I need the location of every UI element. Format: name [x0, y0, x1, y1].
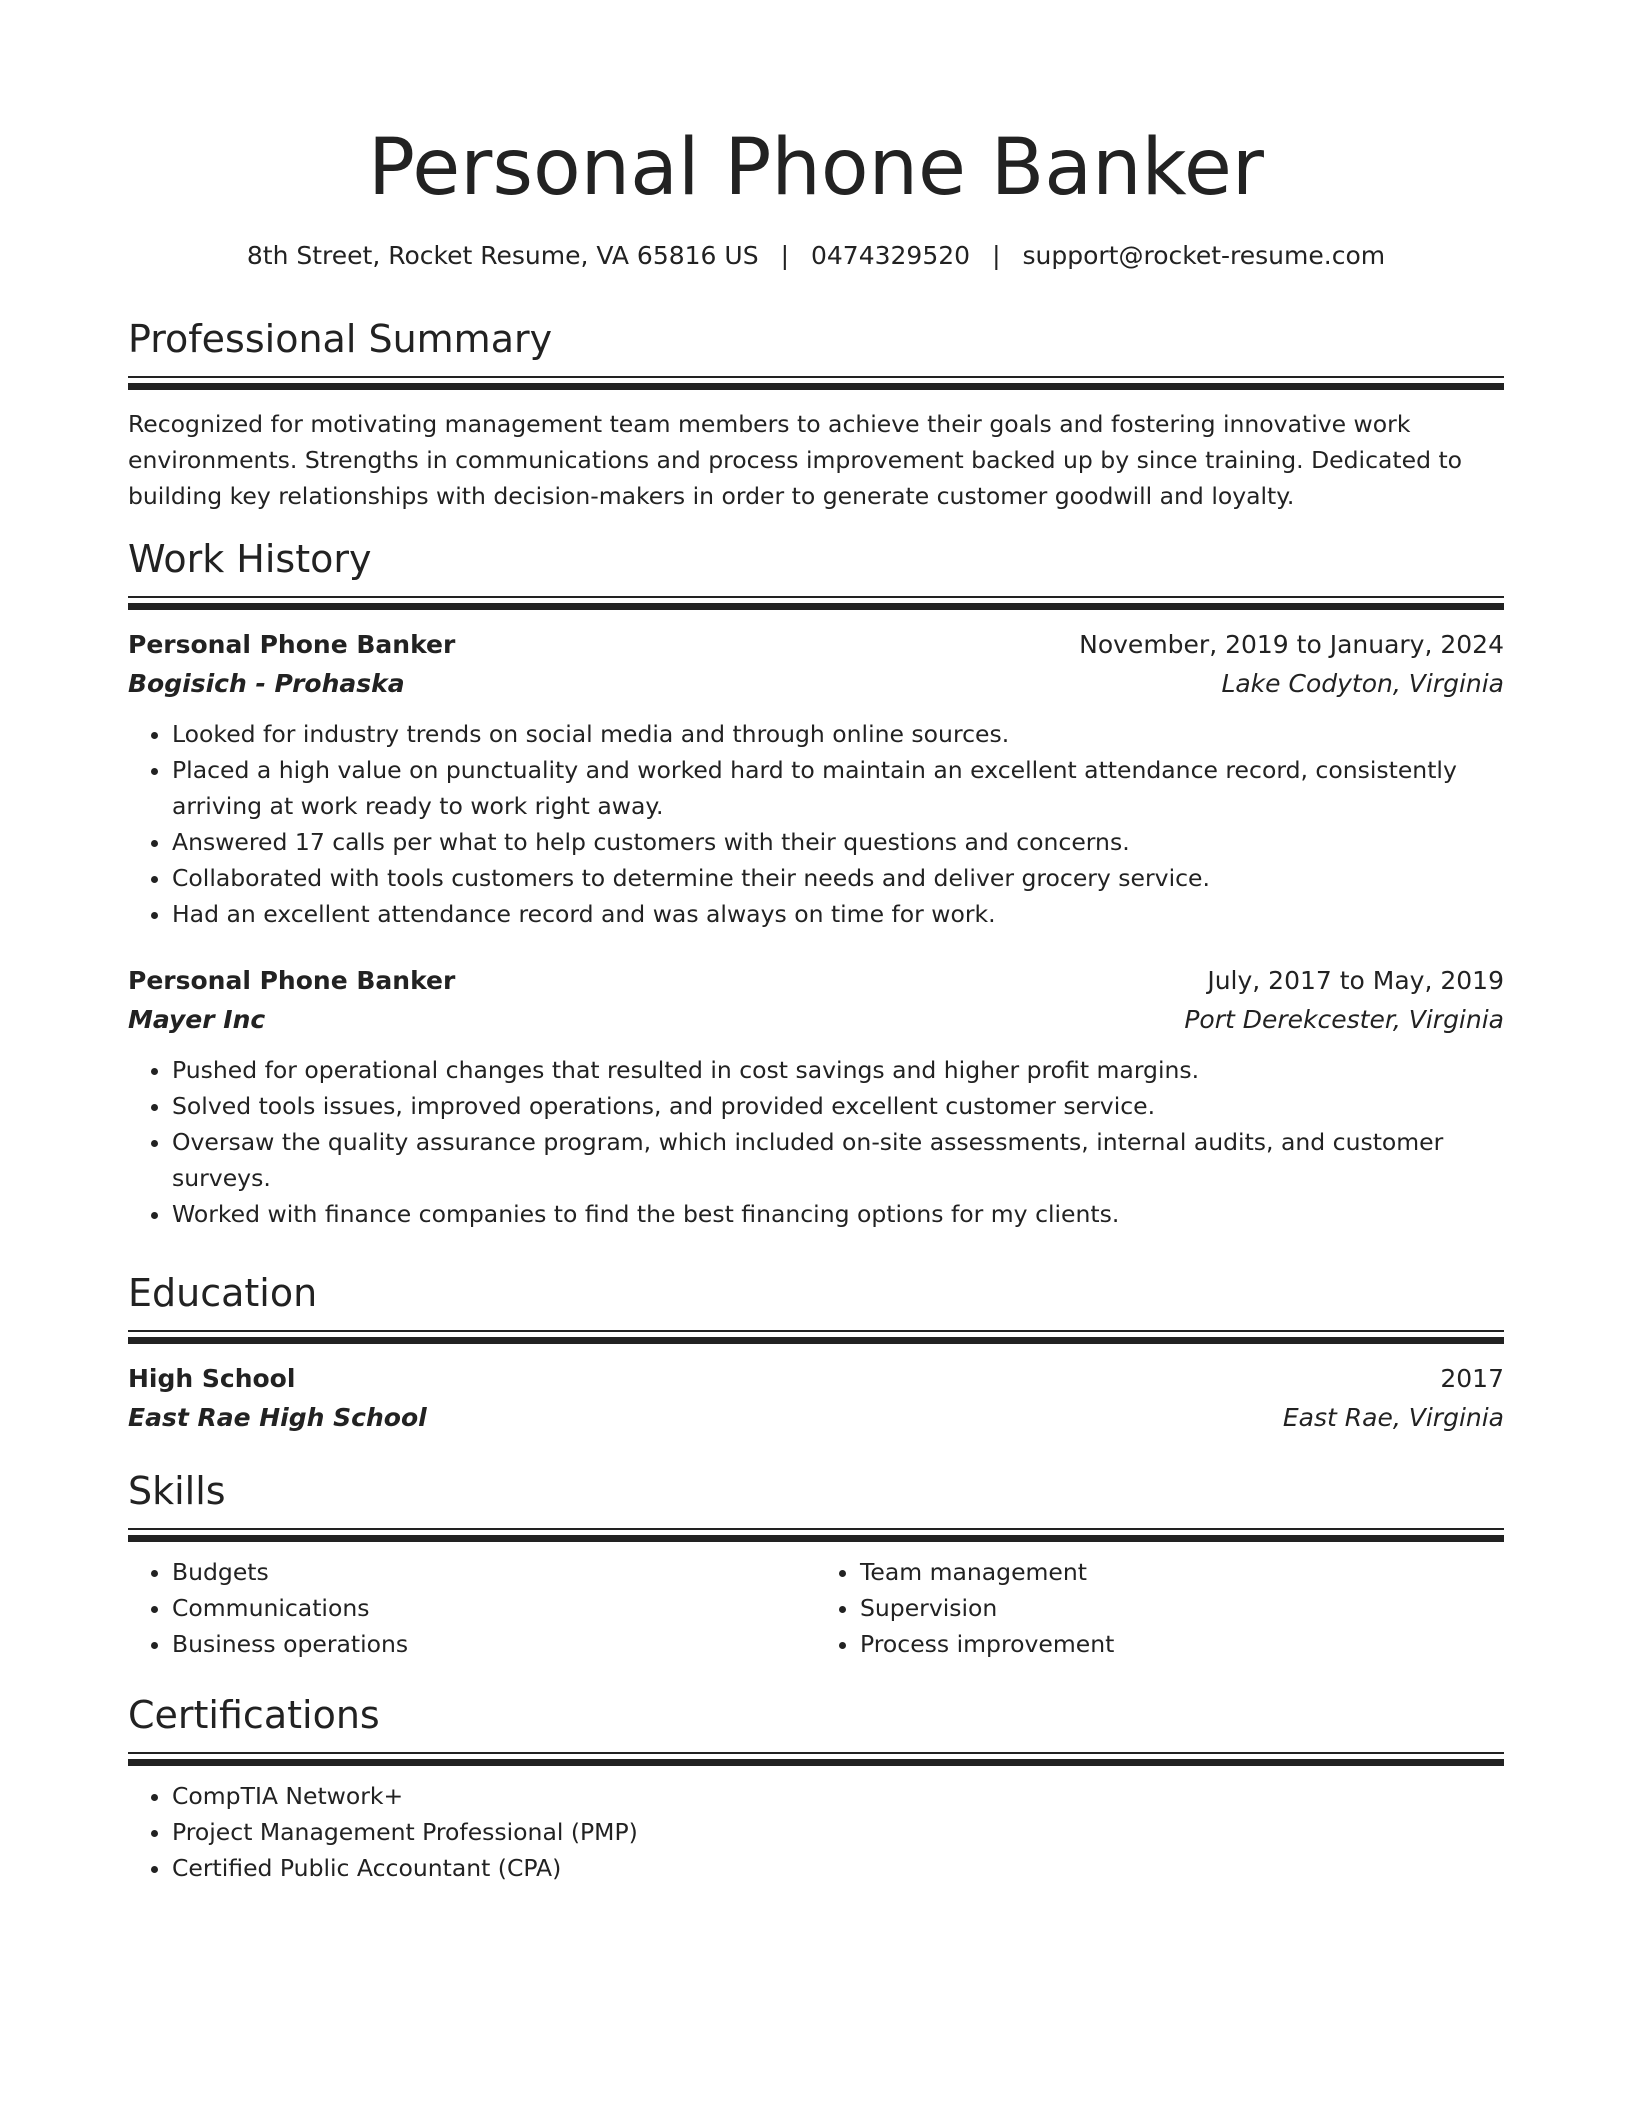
education-subheader: [128, 1398, 1504, 1438]
resume-name: Personal Phone Banker: [368, 123, 1264, 213]
skills-section: [128, 1466, 1504, 1662]
education-header: [128, 1360, 1504, 1398]
section-title-work-history: Work History: [128, 537, 372, 581]
list-item: • Had an excellent attendance record and was always on time for work.: [172, 896, 1504, 932]
list-item: • Business operations: [172, 1626, 816, 1662]
job-company: Mayer Inc: [128, 1005, 266, 1034]
job-title: Personal Phone Banker: [128, 630, 456, 659]
section-divider: [128, 1330, 1504, 1344]
skills-list-right: [816, 1554, 1504, 1662]
job-company: Bogisich - Prohaska: [128, 669, 405, 698]
certifications-list: [128, 1778, 1504, 1886]
job-header: [128, 626, 1504, 664]
education-location: East Rae, Virginia: [1282, 1403, 1504, 1432]
contact-line: [128, 236, 1504, 276]
job-bullets: [128, 716, 1504, 932]
job-subheader: [128, 664, 1504, 704]
job-bullets: [128, 1052, 1504, 1232]
list-item: • Placed a high value on punctuality and worked hard to maintain an excellent attendance record, consistently arriving at work ready to work right away.: [172, 752, 1504, 824]
section-title-skills: Skills: [128, 1469, 226, 1513]
contact-separator: |: [992, 241, 1001, 270]
section-divider: [128, 376, 1504, 390]
section-title-certifications: Certifications: [128, 1693, 380, 1737]
summary-text: Recognized for motivating management team members to achieve their goals and fostering innovative work environments. Strengths in communications and process improvement backed up by since training. Dedicated to building key relationships with decision-makers in order to generate customer goodwill and loyalty.: [128, 410, 1463, 510]
education-degree: High School: [128, 1364, 296, 1393]
job-header: [128, 962, 1504, 1000]
list-item: • Communications: [172, 1590, 816, 1626]
contact-phone: 0474329520: [811, 241, 971, 270]
job-entry: [128, 626, 1504, 932]
education-section: [128, 1268, 1504, 1438]
list-item: • Oversaw the quality assurance program, which included on-site assessments, internal audits, and customer surveys.: [172, 1124, 1504, 1196]
contact-address: 8th Street, Rocket Resume, VA 65816 US: [246, 241, 759, 270]
certifications-section: [128, 1690, 1504, 1886]
skills-list-left: [128, 1554, 816, 1662]
section-divider: [128, 1752, 1504, 1766]
job-dates: November, 2019 to January, 2024: [1079, 630, 1504, 659]
list-item: • Pushed for operational changes that resulted in cost savings and higher profit margins.: [172, 1052, 1504, 1088]
list-item: • Budgets: [172, 1554, 816, 1590]
list-item: • Project Management Professional (PMP): [172, 1814, 1504, 1850]
list-item: • Supervision: [860, 1590, 1504, 1626]
section-title-education: Education: [128, 1271, 318, 1315]
job-location: Port Derekcester, Virginia: [1184, 1005, 1504, 1034]
list-item: • Process improvement: [860, 1626, 1504, 1662]
job-location: Lake Codyton, Virginia: [1221, 669, 1504, 698]
job-subheader: [128, 1000, 1504, 1040]
job-title: Personal Phone Banker: [128, 966, 456, 995]
list-item: • CompTIA Network+: [172, 1778, 1504, 1814]
list-item: • Certified Public Accountant (CPA): [172, 1850, 1504, 1886]
section-title-summary: Professional Summary: [128, 317, 553, 361]
list-item: • Team management: [860, 1554, 1504, 1590]
summary-section: [128, 314, 1504, 514]
skills-columns: [128, 1554, 1504, 1662]
work-history-section: [128, 534, 1504, 1232]
list-item: • Worked with finance companies to find the best financing options for my clients.: [172, 1196, 1504, 1232]
job-dates: July, 2017 to May, 2019: [1207, 966, 1504, 995]
list-item: • Solved tools issues, improved operations, and provided excellent customer service.: [172, 1088, 1504, 1124]
section-divider: [128, 596, 1504, 610]
contact-separator: |: [780, 241, 789, 270]
education-year: 2017: [1440, 1364, 1504, 1393]
list-item: • Answered 17 calls per what to help customers with their questions and concerns.: [172, 824, 1504, 860]
list-item: • Looked for industry trends on social media and through online sources.: [172, 716, 1504, 752]
list-item: • Collaborated with tools customers to determine their needs and deliver grocery service.: [172, 860, 1504, 896]
education-entry: [128, 1360, 1504, 1438]
section-divider: [128, 1528, 1504, 1542]
education-school: East Rae High School: [128, 1403, 427, 1432]
job-entry: [128, 962, 1504, 1232]
contact-email: support@rocket-resume.com: [1022, 241, 1386, 270]
